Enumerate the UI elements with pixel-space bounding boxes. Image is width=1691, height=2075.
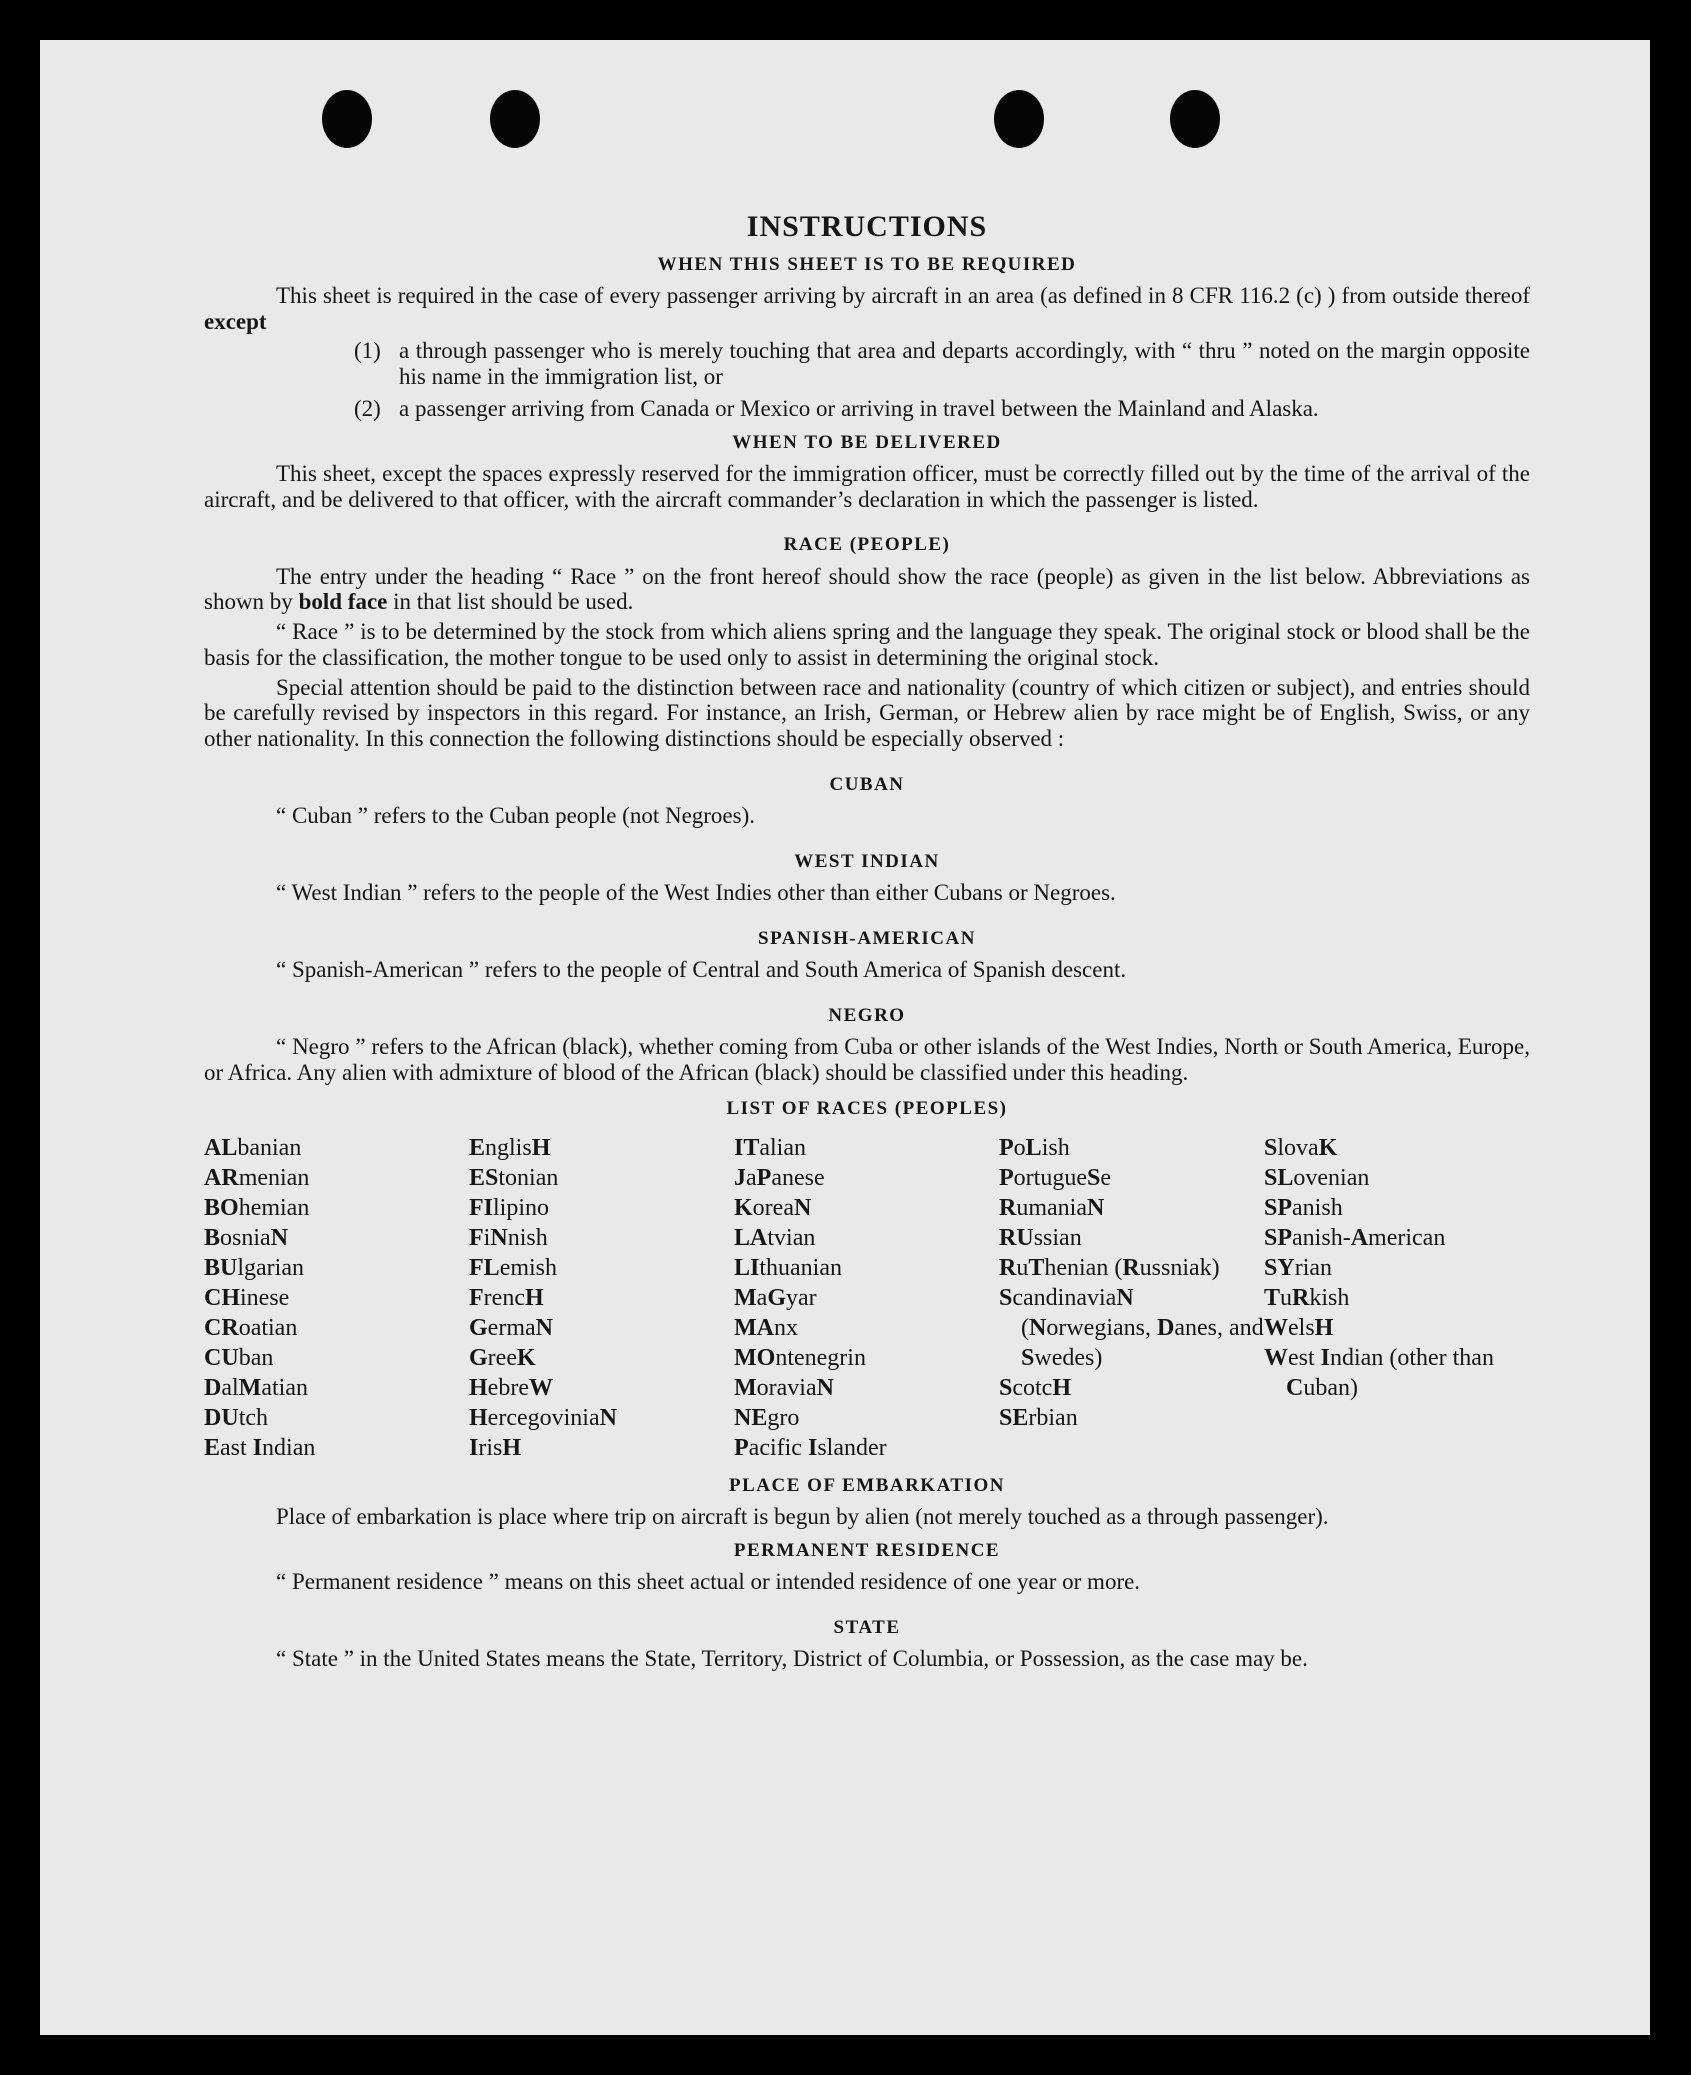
exception-number: (2): [354, 395, 381, 421]
exception-text: a through passenger who is merely touching that area and departs accordingly, with “ thru ” noted on the margin opposite his name in the immigration list, or: [399, 338, 1530, 390]
section-heading-required: WHEN THIS SHEET IS TO BE REQUIRED: [657, 253, 1077, 275]
race-entry: FiNnish: [469, 1224, 548, 1251]
race-entry: CHinese: [204, 1284, 290, 1311]
race-entry: ALbanian: [204, 1134, 302, 1161]
exception-item: [354, 338, 1530, 390]
section-heading-delivered: WHEN TO BE DELIVERED: [732, 431, 1002, 453]
race-entry: BOhemian: [204, 1194, 310, 1221]
instructions-content: [204, 168, 1530, 1672]
exception-number: (1): [354, 338, 381, 364]
west-indian-text: “ West Indian ” refers to the people of the West Indies other than either Cubans or Negroes.: [276, 880, 1116, 906]
race-entry: FLemish: [469, 1254, 558, 1281]
section-heading-negro: NEGRO: [828, 1004, 906, 1026]
state-text: “ State ” in the United States means the State, Territory, District of Columbia, or Possession, as the case may be.: [276, 1646, 1308, 1672]
delivered-text: This sheet, except the spaces expressly reserved for the immigration officer, must be correctly filled out by the time of the arrival of the aircraft, and be delivered to that officer, with the aircraft commander’s declaration in which the passenger is listed.: [204, 460, 1530, 512]
section-heading-spanish-american: SPANISH-AMERICAN: [758, 927, 976, 949]
section-heading-residence: PERMANENT RESIDENCE: [733, 1539, 1001, 1561]
race-entry: ScotcH: [999, 1374, 1072, 1401]
cuban-text: “ Cuban ” refers to the Cuban people (not Negroes).: [276, 803, 756, 829]
punch-hole: [490, 90, 540, 148]
race-column: [1264, 1133, 1529, 1463]
section-heading-cuban: CUBAN: [829, 773, 905, 795]
race-entry: JaPanese: [734, 1164, 825, 1191]
race-entry: GermaN: [469, 1314, 553, 1341]
race-entry: MAnx: [734, 1314, 798, 1341]
residence-text: “ Permanent residence ” means on this sheet actual or intended residence of one year or more.: [276, 1569, 1141, 1595]
race-entry: SYrian: [1264, 1254, 1333, 1281]
race-entry: SErbian: [999, 1404, 1078, 1431]
race-entry: SPanish-American: [1264, 1224, 1446, 1251]
section-heading-embarkation: PLACE OF EMBARKATION: [729, 1474, 1005, 1496]
race-entry: EStonian: [469, 1164, 559, 1191]
race-column: [204, 1133, 469, 1463]
page-title: INSTRUCTIONS: [746, 210, 988, 243]
exception-text: a passenger arriving from Canada or Mexico or arriving in travel between the Mainland and Alaska.: [399, 395, 1319, 421]
race-entry: NEgro: [734, 1404, 800, 1431]
section-heading-race: RACE (PEOPLE): [783, 534, 951, 556]
race-entry: PoLish: [999, 1134, 1070, 1161]
punch-hole: [322, 90, 372, 148]
embarkation-text: Place of embarkation is place where trip on aircraft is begun by alien (not merely touched as a through passenger).: [276, 1504, 1329, 1530]
race-entry: MaGyar: [734, 1284, 817, 1311]
race-entry: FIlipino: [469, 1194, 550, 1221]
race-entry: ScandinaviaN (Norwegians, Danes, and Swedes): [999, 1284, 1264, 1371]
race-entry: East Indian: [204, 1434, 316, 1461]
race-entry: ITalian: [734, 1134, 806, 1161]
race-entry: PortugueSe: [999, 1164, 1111, 1191]
race-entry: SlovaK: [1264, 1134, 1338, 1161]
race-list-heading: LIST OF RACES (PEOPLES): [726, 1097, 1008, 1119]
punch-hole: [1170, 90, 1220, 148]
race-entry: West Indian (other than Cuban): [1264, 1344, 1494, 1401]
race-column: [999, 1133, 1264, 1463]
race-entry: HercegoviniaN: [469, 1404, 617, 1431]
section-heading-west-indian: WEST INDIAN: [794, 850, 940, 872]
race-entry: RUssian: [999, 1224, 1082, 1251]
race-entry: FrencH: [469, 1284, 544, 1311]
race-entry: EnglisH: [469, 1134, 551, 1161]
race-entry: DUtch: [204, 1404, 269, 1431]
race-entry: SLovenian: [1264, 1164, 1370, 1191]
race-entry: Pacific Islander: [734, 1434, 887, 1461]
race-paragraph-1: The entry under the heading “ Race ” on the front hereof should show the race (people) as given in the list below. Abbreviations as shown by bold face in that list should be used.: [204, 563, 1530, 615]
race-entry: HebreW: [469, 1374, 553, 1401]
negro-text: “ Negro ” refers to the African (black), whether coming from Cuba or other islands of the West Indies, North or South America, Europe, or Africa. Any alien with admixture of blood of the African (black) should be classified under this heading.: [204, 1034, 1530, 1085]
race-entry: LAtvian: [734, 1224, 816, 1251]
race-entry: CRoatian: [204, 1314, 298, 1341]
race-entry: BUlgarian: [204, 1254, 304, 1281]
race-entry: TuRkish: [1264, 1284, 1350, 1311]
race-entry: MOntenegrin: [734, 1344, 866, 1371]
race-paragraph-3: Special attention should be paid to the distinction between race and nationality (country of which citizen or subject), and entries should be carefully revised by inspectors in this regard. For instance, an Irish, German, or Hebrew alien by race might be of English, Swiss, or any other nationality. In this connection the following distinctions should be especially observed :: [204, 674, 1530, 752]
exception-item: [354, 396, 1530, 422]
spanish-american-text: “ Spanish-American ” refers to the people of Central and South America of Spanish descent.: [276, 957, 1127, 983]
race-paragraph-2: “ Race ” is to be determined by the stock from which aliens spring and the language they speak. The original stock or blood shall be the basis for the classification, the mother tongue to be used only to assist in determining the original stock.: [204, 619, 1530, 670]
required-intro: This sheet is required in the case of every passenger arriving by aircraft in an area (as defined in 8 CFR 116.2 (c) ) from outside thereof except: [204, 282, 1530, 334]
race-entry: MoraviaN: [734, 1374, 834, 1401]
section-heading-state: STATE: [833, 1617, 901, 1638]
race-list: [204, 1133, 1530, 1463]
race-entry: CUban: [204, 1344, 274, 1371]
race-entry: RumaniaN: [999, 1194, 1105, 1221]
race-column: [469, 1133, 734, 1463]
document-page: [40, 40, 1650, 2035]
punch-hole: [994, 90, 1044, 148]
race-entry: KoreaN: [734, 1194, 812, 1221]
race-entry: GreeK: [469, 1344, 536, 1371]
exception-list: [354, 338, 1530, 421]
race-entry: SPanish: [1264, 1194, 1343, 1221]
race-entry: RuThenian (Russniak): [999, 1254, 1220, 1281]
race-entry: DalMatian: [204, 1374, 308, 1401]
race-entry: LIthuanian: [734, 1254, 842, 1281]
race-entry: ARmenian: [204, 1164, 310, 1191]
race-entry: BosniaN: [204, 1224, 289, 1251]
race-column: [734, 1133, 999, 1463]
race-entry: WelsH: [1264, 1314, 1334, 1341]
race-entry: IrisH: [469, 1434, 522, 1461]
